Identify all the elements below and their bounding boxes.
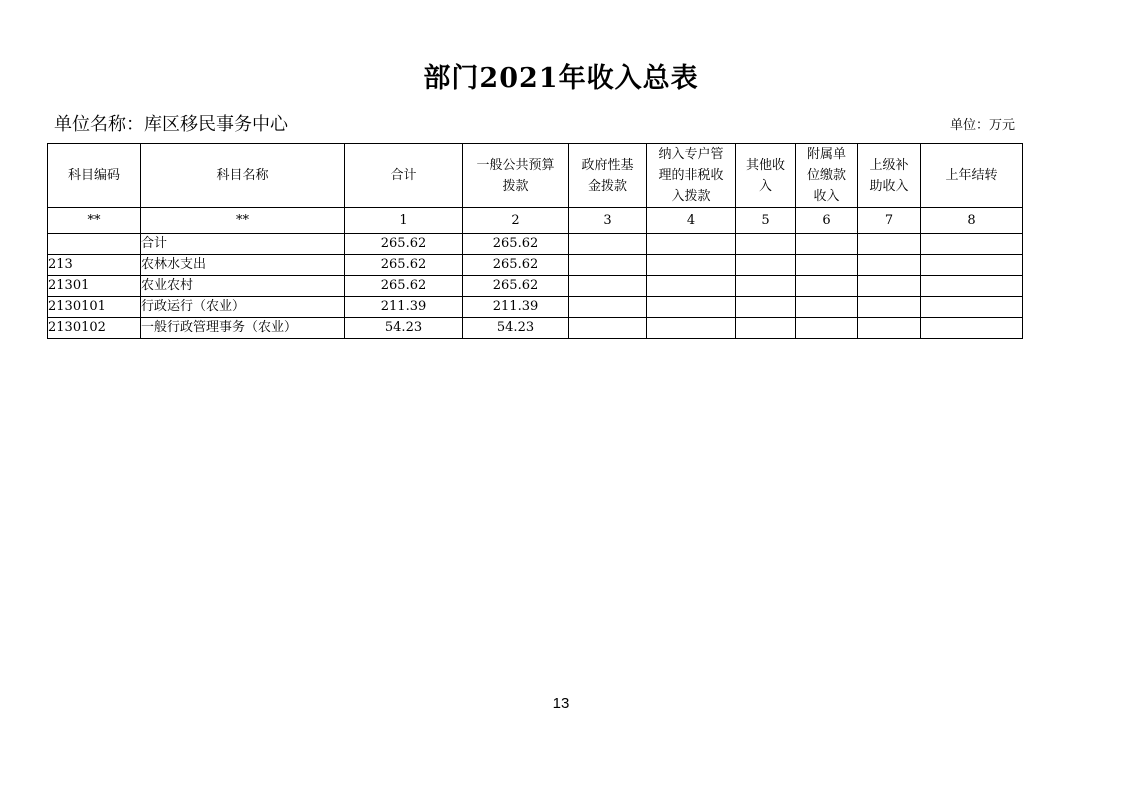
empty-cell — [796, 318, 858, 339]
code-cell: 2130101 — [48, 297, 141, 318]
general-budget-cell: 54.23 — [463, 318, 569, 339]
index-cell: 3 — [569, 208, 647, 234]
index-cell: 2 — [463, 208, 569, 234]
empty-cell — [647, 255, 736, 276]
index-cell: 1 — [345, 208, 463, 234]
table-row — [48, 297, 1023, 318]
empty-cell — [647, 318, 736, 339]
index-row — [48, 208, 1023, 234]
index-cell: ** — [48, 208, 141, 234]
total-cell: 211.39 — [345, 297, 463, 318]
unit-name-label: 单位名称：库区移民事务中心 — [54, 114, 288, 135]
name-cell: 农业农村 — [141, 276, 345, 297]
empty-cell — [858, 234, 921, 255]
table-row — [48, 318, 1023, 339]
empty-cell — [736, 318, 796, 339]
index-cell: 4 — [647, 208, 736, 234]
empty-cell — [921, 297, 1023, 318]
table-row — [48, 234, 1023, 255]
page-number: 13 — [552, 695, 570, 712]
code-cell: 21301 — [48, 276, 141, 297]
empty-cell — [858, 318, 921, 339]
table-row — [48, 276, 1023, 297]
column-header-non-tax: 纳入专户管理的非税收入拨款 — [647, 144, 736, 208]
empty-cell — [647, 276, 736, 297]
index-cell: 7 — [858, 208, 921, 234]
empty-cell — [921, 318, 1023, 339]
empty-cell — [569, 276, 647, 297]
name-cell: 一般行政管理事务（农业） — [141, 318, 345, 339]
empty-cell — [796, 234, 858, 255]
empty-cell — [796, 276, 858, 297]
code-cell: 213 — [48, 255, 141, 276]
empty-cell — [921, 276, 1023, 297]
index-cell: ** — [141, 208, 345, 234]
total-cell: 265.62 — [345, 255, 463, 276]
general-budget-cell: 265.62 — [463, 276, 569, 297]
column-header-gov-fund: 政府性基金拨款 — [569, 144, 647, 208]
empty-cell — [736, 255, 796, 276]
general-budget-cell: 265.62 — [463, 255, 569, 276]
empty-cell — [736, 297, 796, 318]
index-cell: 6 — [796, 208, 858, 234]
empty-cell — [736, 276, 796, 297]
empty-cell — [921, 234, 1023, 255]
column-header-affiliate-income: 附属单位缴款收入 — [796, 144, 858, 208]
currency-unit-label: 单位：万元 — [949, 118, 1015, 133]
index-cell: 5 — [736, 208, 796, 234]
table-header-row — [48, 144, 1023, 208]
total-cell: 265.62 — [345, 276, 463, 297]
name-cell: 合计 — [141, 234, 345, 255]
total-cell: 54.23 — [345, 318, 463, 339]
index-cell: 8 — [921, 208, 1023, 234]
name-cell: 行政运行（农业） — [141, 297, 345, 318]
total-cell: 265.62 — [345, 234, 463, 255]
empty-cell — [569, 297, 647, 318]
empty-cell — [569, 255, 647, 276]
column-header-code: 科目编码 — [48, 144, 141, 208]
general-budget-cell: 211.39 — [463, 297, 569, 318]
table-row — [48, 255, 1023, 276]
code-cell: 2130102 — [48, 318, 141, 339]
name-cell: 农林水支出 — [141, 255, 345, 276]
code-cell — [48, 234, 141, 255]
empty-cell — [569, 234, 647, 255]
empty-cell — [569, 318, 647, 339]
empty-cell — [796, 297, 858, 318]
column-header-general-budget: 一般公共预算拨款 — [463, 144, 569, 208]
column-header-other-income: 其他收入 — [736, 144, 796, 208]
empty-cell — [858, 255, 921, 276]
column-header-name: 科目名称 — [141, 144, 345, 208]
page-title: 部门2021年收入总表 — [423, 63, 699, 94]
column-header-superior-subsidy: 上级补助收入 — [858, 144, 921, 208]
column-header-total: 合计 — [345, 144, 463, 208]
empty-cell — [647, 234, 736, 255]
empty-cell — [921, 255, 1023, 276]
column-header-carryover: 上年结转 — [921, 144, 1023, 208]
income-summary-table — [47, 143, 1023, 339]
empty-cell — [858, 276, 921, 297]
empty-cell — [796, 255, 858, 276]
empty-cell — [647, 297, 736, 318]
general-budget-cell: 265.62 — [463, 234, 569, 255]
empty-cell — [858, 297, 921, 318]
empty-cell — [736, 234, 796, 255]
